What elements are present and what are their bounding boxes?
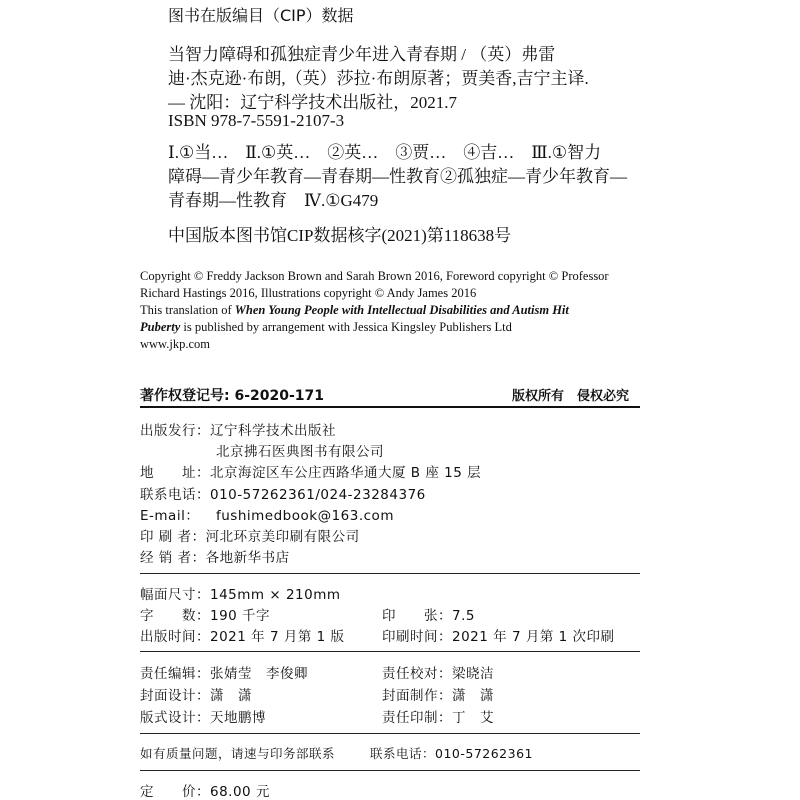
field-label: 定 价： bbox=[140, 784, 210, 800]
field-label: 封面制作： bbox=[382, 688, 452, 704]
field-label: 出版时间： bbox=[140, 629, 210, 645]
copyright-text: This translation of bbox=[140, 303, 235, 317]
field-label: 印刷时间： bbox=[382, 629, 452, 645]
field-label: 责任校对： bbox=[382, 666, 452, 682]
field-value: 2021 年 7 月第 1 次印刷 bbox=[452, 629, 615, 645]
field-label: 印 刷 者： bbox=[140, 529, 206, 545]
email-row bbox=[140, 504, 394, 524]
copyright-text: is published by arrangement with Jessica Kingsley Publishers Ltd bbox=[180, 320, 512, 334]
field-label: 出版发行： bbox=[140, 423, 210, 439]
copyright-registration-number: 著作权登记号: 6-2020-171 bbox=[140, 388, 325, 404]
field-value: 7.5 bbox=[452, 608, 475, 624]
field-value: 北京拂石医典图书有限公司 bbox=[216, 444, 384, 460]
field-value: 190 千字 bbox=[210, 608, 271, 624]
cip-title: 图书在版编目（CIP）数据 bbox=[168, 6, 354, 25]
price-row bbox=[140, 780, 270, 800]
print-sheets-row bbox=[382, 604, 475, 624]
divider bbox=[140, 733, 640, 734]
cip-number: 中国版本图书馆CIP数据核字(2021)第118638号 bbox=[168, 226, 512, 245]
format-size-row bbox=[140, 583, 341, 603]
word-count-row bbox=[140, 604, 270, 624]
quality-notice: 如有质量问题，请速与印务部联系 bbox=[140, 746, 336, 761]
field-label: 联系电话： bbox=[140, 487, 210, 503]
cover-design-row bbox=[140, 684, 252, 704]
field-value: 潇 潇 bbox=[452, 688, 494, 704]
field-value: 各地新华书店 bbox=[205, 550, 290, 566]
cip-record-line: 当智力障碍和孤独症青少年进入青春期 / （英）弗雷 bbox=[168, 45, 556, 64]
book-title-original: Puberty bbox=[140, 320, 181, 334]
field-label: 印 张： bbox=[382, 608, 452, 624]
print-time-row bbox=[382, 625, 615, 645]
rights-reserved: 版权所有 侵权必究 bbox=[512, 389, 630, 404]
field-value: 张婧莹 李俊卿 bbox=[210, 666, 308, 682]
cip-classification-line: 青春期—性教育 Ⅳ.①G479 bbox=[168, 191, 379, 210]
cip-record-line: — 沈阳：辽宁科学技术出版社，2021.7 bbox=[168, 93, 457, 112]
book-title-original: When Young People with Intellectual Disabilities and Autism Hit bbox=[234, 303, 569, 317]
publish-time-row bbox=[140, 625, 345, 645]
field-value: 北京海淀区车公庄西路华通大厦 B 座 15 层 bbox=[210, 465, 482, 481]
editor-row bbox=[140, 662, 308, 682]
field-value: fushimedbook@163.com bbox=[216, 508, 394, 524]
print-supervisor-row bbox=[382, 706, 494, 726]
copyright-line bbox=[140, 320, 512, 335]
contact-phone: 联系电话：010-57262361 bbox=[370, 746, 533, 761]
distributor-row bbox=[140, 546, 290, 566]
cip-classification-line: Ⅰ.①当… Ⅱ.①英… ②英… ③贾… ④吉… Ⅲ.①智力 bbox=[168, 143, 602, 162]
field-value: 辽宁科学技术出版社 bbox=[210, 423, 336, 439]
field-label: 地 址： bbox=[140, 465, 210, 481]
phone-row bbox=[140, 483, 426, 503]
cover-production-row bbox=[382, 684, 494, 704]
isbn: ISBN 978-7-5591-2107-3 bbox=[168, 111, 345, 130]
field-label: E-mail： bbox=[140, 508, 200, 524]
field-value: 梁晓洁 bbox=[452, 666, 494, 682]
field-value: 010-57262361/024-23284376 bbox=[210, 487, 426, 503]
copyright-line bbox=[140, 303, 569, 318]
field-label: 责任印制： bbox=[382, 710, 452, 726]
cip-classification-line: 障碍—青少年教育—青春期—性教育②孤独症—青少年教育— bbox=[168, 167, 627, 186]
field-label: 幅面尺寸： bbox=[140, 587, 210, 603]
field-label: 经 销 者： bbox=[140, 550, 206, 566]
field-value: 2021 年 7 月第 1 版 bbox=[210, 629, 345, 645]
divider bbox=[140, 651, 640, 652]
price-value: 68.00 元 bbox=[210, 784, 270, 800]
field-value: 河北环京美印刷有限公司 bbox=[205, 529, 360, 545]
publisher-website: www.jkp.com bbox=[140, 337, 211, 351]
divider bbox=[140, 573, 640, 574]
field-value: 天地鹏博 bbox=[210, 710, 266, 726]
field-value: 潇 潇 bbox=[210, 688, 252, 704]
copyright-line: Copyright © Freddy Jackson Brown and Sarah Brown 2016, Foreword copyright © Professor bbox=[140, 269, 609, 283]
proofreader-row bbox=[382, 662, 494, 682]
cip-record-line: 迪·杰克逊·布朗,（英）莎拉·布朗原著；贾美香,吉宁主译. bbox=[168, 69, 589, 88]
field-label: 字 数： bbox=[140, 608, 210, 624]
copyright-line: Richard Hastings 2016, Illustrations copyright © Andy James 2016 bbox=[140, 286, 477, 300]
divider bbox=[140, 770, 640, 771]
field-label: 封面设计： bbox=[140, 688, 210, 704]
field-label: 版式设计： bbox=[140, 710, 210, 726]
layout-design-row bbox=[140, 706, 266, 726]
publisher-row bbox=[140, 419, 336, 439]
divider bbox=[140, 406, 640, 408]
field-label: 责任编辑： bbox=[140, 666, 210, 682]
address-row bbox=[140, 461, 481, 481]
field-value: 145mm × 210mm bbox=[210, 587, 341, 603]
printer-row bbox=[140, 525, 360, 545]
field-value: 丁 艾 bbox=[452, 710, 494, 726]
